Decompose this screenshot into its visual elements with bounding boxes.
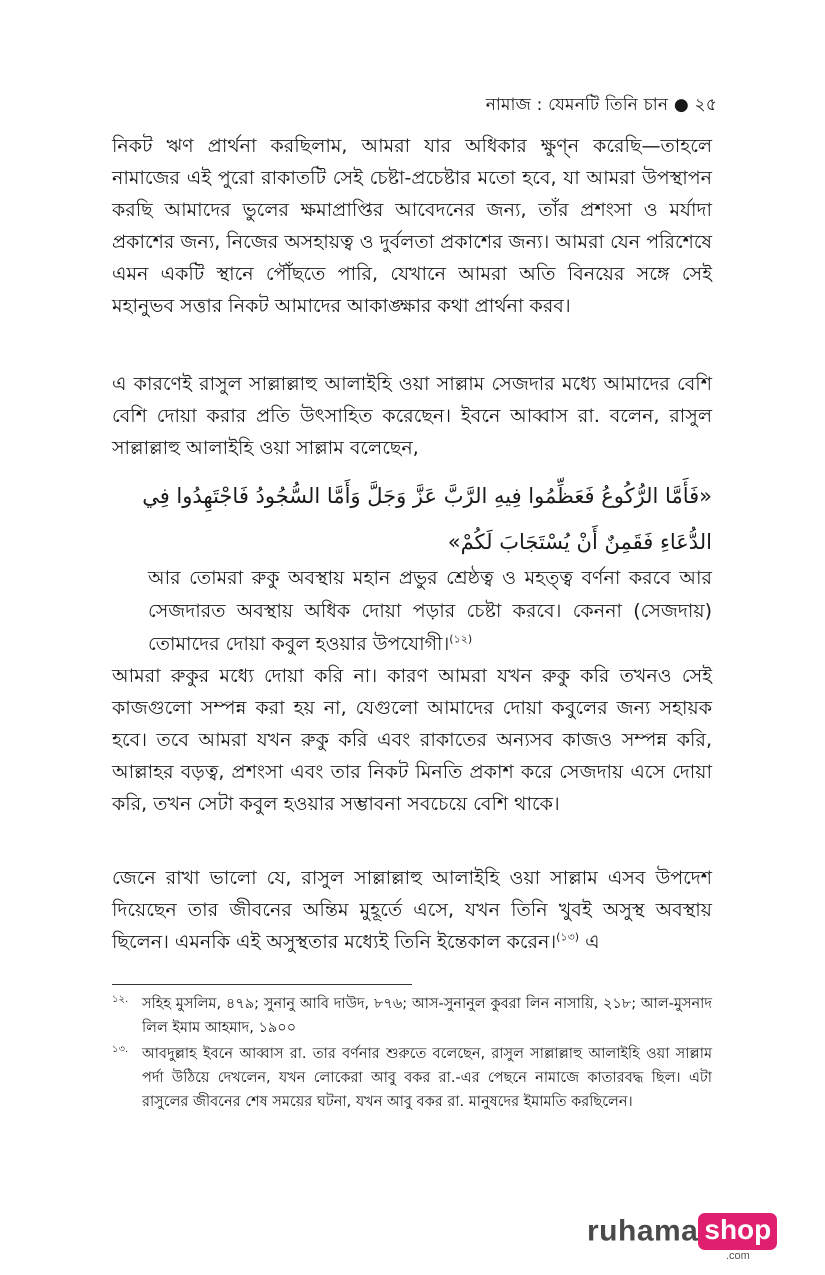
footnote-number: ১৩. [112, 1044, 129, 1055]
watermark-main: ruhama [587, 1214, 699, 1248]
footnote-13 [112, 1042, 712, 1114]
footnote-ref-13[interactable]: (১৩) [556, 930, 580, 944]
body-paragraph-2: এ কারণেই রাসুল সাল্লাল্লাহু আলাইহি ওয়া সাল্লাম সেজদার মধ্যে আমাদের বেশি বেশি দোয়া করার প্রতি উৎসাহিত করেছেন। ইবনে আব্বাস রা. বলেন, রাসুল সাল্লাল্লাহু আলাইহি ওয়া সাল্লাম বলেছেন, [112, 373, 712, 459]
footnote-text: আবদুল্লাহ ইবনে আব্বাস রা. তার বর্ণনার শুরুতে বলেছেন, রাসুল সাল্লাল্লাহু আলাইহি ওয়া সাল্লাম পর্দা উঠিয়ে দেখলেন, যখন লোকেরা আবু বকর রা.-এর পেছনে নামাজে কাতারবদ্ধ ছিল। এটা রাসুলের জীবনের শেষ সময়ের ঘটনা, যখন আবু বকর রা. মানুষদের ইমামতি করছিলেন। [142, 1046, 712, 1110]
hadith-translation [148, 562, 712, 661]
footnote-ref-12[interactable]: (১২) [449, 632, 473, 646]
watermark-shop: shop [698, 1213, 777, 1250]
body-paragraph-1: নিকট ঋণ প্রার্থনা করছিলাম, আমরা যার অধিকার ক্ষুণ্ন করেছি—তাহলে নামাজের এই পুরো রাকাতটি সেই চেষ্টা-প্রচেষ্টার মতো হবে, যা আমরা উপস্থাপন করছি আমাদের ভুলের ক্ষমাপ্রাপ্তির আবেদনের জন্য, তাঁর প্রশংসা ও মর্যাদা প্রকাশের জন্য, নিজের অসহায়ত্ব ও দুর্বলতা প্রকাশের জন্য। আমরা যেন পরিশেষে এমন একটি স্থানে পৌঁছতে পারি, যেখানে আমরা অতি বিনয়ের সঙ্গে সেই মহানুভব সত্তার নিকট আমাদের আকাঙ্ক্ষার কথা প্রার্থনা করব। [112, 135, 712, 317]
watermark-logo [587, 1213, 777, 1250]
body-paragraph-3: আমরা রুকুর মধ্যে দোয়া করি না। কারণ আমরা যখন রুকু করি তখনও সেই কাজগুলো সম্পন্ন করা হয় না, যেগুলো আমাদের দোয়া কবুলের জন্য সহায়ক হবে। তবে আমরা যখন রুকু করি এবং রাকাতের অন্যসব কাজও সম্পন্ন করি, আল্লাহর বড়ত্ব, প্রশংসা এবং তার নিকট মিনতি প্রকাশ করে সেজদায় এসে দোয়া করি, তখন সেটা কবুল হওয়ার সম্ভাবনা সবচেয়ে বেশি থাকে। [112, 665, 712, 815]
footnote-12 [112, 992, 712, 1040]
body-paragraph-4 [112, 862, 712, 958]
hadith-arabic-line-1: «فَأَمَّا الرُّكُوعُ فَعَظِّمُوا فِيهِ الرَّبَّ عَزَّ وَجَلَّ وَأَمَّا السُّجُودُ فَاجْتَهِدُوا فِي [142, 484, 712, 508]
body-paragraph-4-tail: এ [579, 931, 600, 953]
footnote-number: ১২. [112, 994, 129, 1005]
hadith-translation-text: আর তোমরা রুকু অবস্থায় মহান প্রভুর শ্রেষ্ঠত্ব ও মহত্ত্ব বর্ণনা করবে আর সেজদারত অবস্থায় অধিক দোয়া পড়ার চেষ্টা করবে। কেননা (সেজদায়) তোমাদের দোয়া কবুল হওয়ার উপযোগী। [148, 567, 712, 655]
body-paragraph-4-text: জেনে রাখা ভালো যে, রাসুল সাল্লাল্লাহু আলাইহি ওয়া সাল্লাম এসব উপদেশ দিয়েছেন তার জীবনের অন্তিম মুহূর্তে এসে, যখন তিনি খুবই অসুস্থ অবস্থায় ছিলেন। এমনকি এই অসুস্থতার মধ্যেই তিনি ইন্তেকাল করেন। [112, 867, 712, 953]
footnote-text: সহিহ মুসলিম, ৪৭৯; সুনানু আবি দাউদ, ৮৭৬; আস-সুনানুল কুবরা লিন নাসায়ি, ২১৮; আল-মুসনাদ লিল ইমাম আহমাদ, ১৯০০ [142, 996, 712, 1036]
footnote-divider [112, 984, 412, 985]
running-header: নামাজ : যেমনটি তিনি চান ● ২৫ [485, 95, 717, 115]
watermark-domain: .com [726, 1250, 750, 1262]
hadith-arabic-line-2: الدُّعَاءِ فَقَمِنٌ أَنْ يُسْتَجَابَ لَكُمْ» [447, 530, 712, 554]
